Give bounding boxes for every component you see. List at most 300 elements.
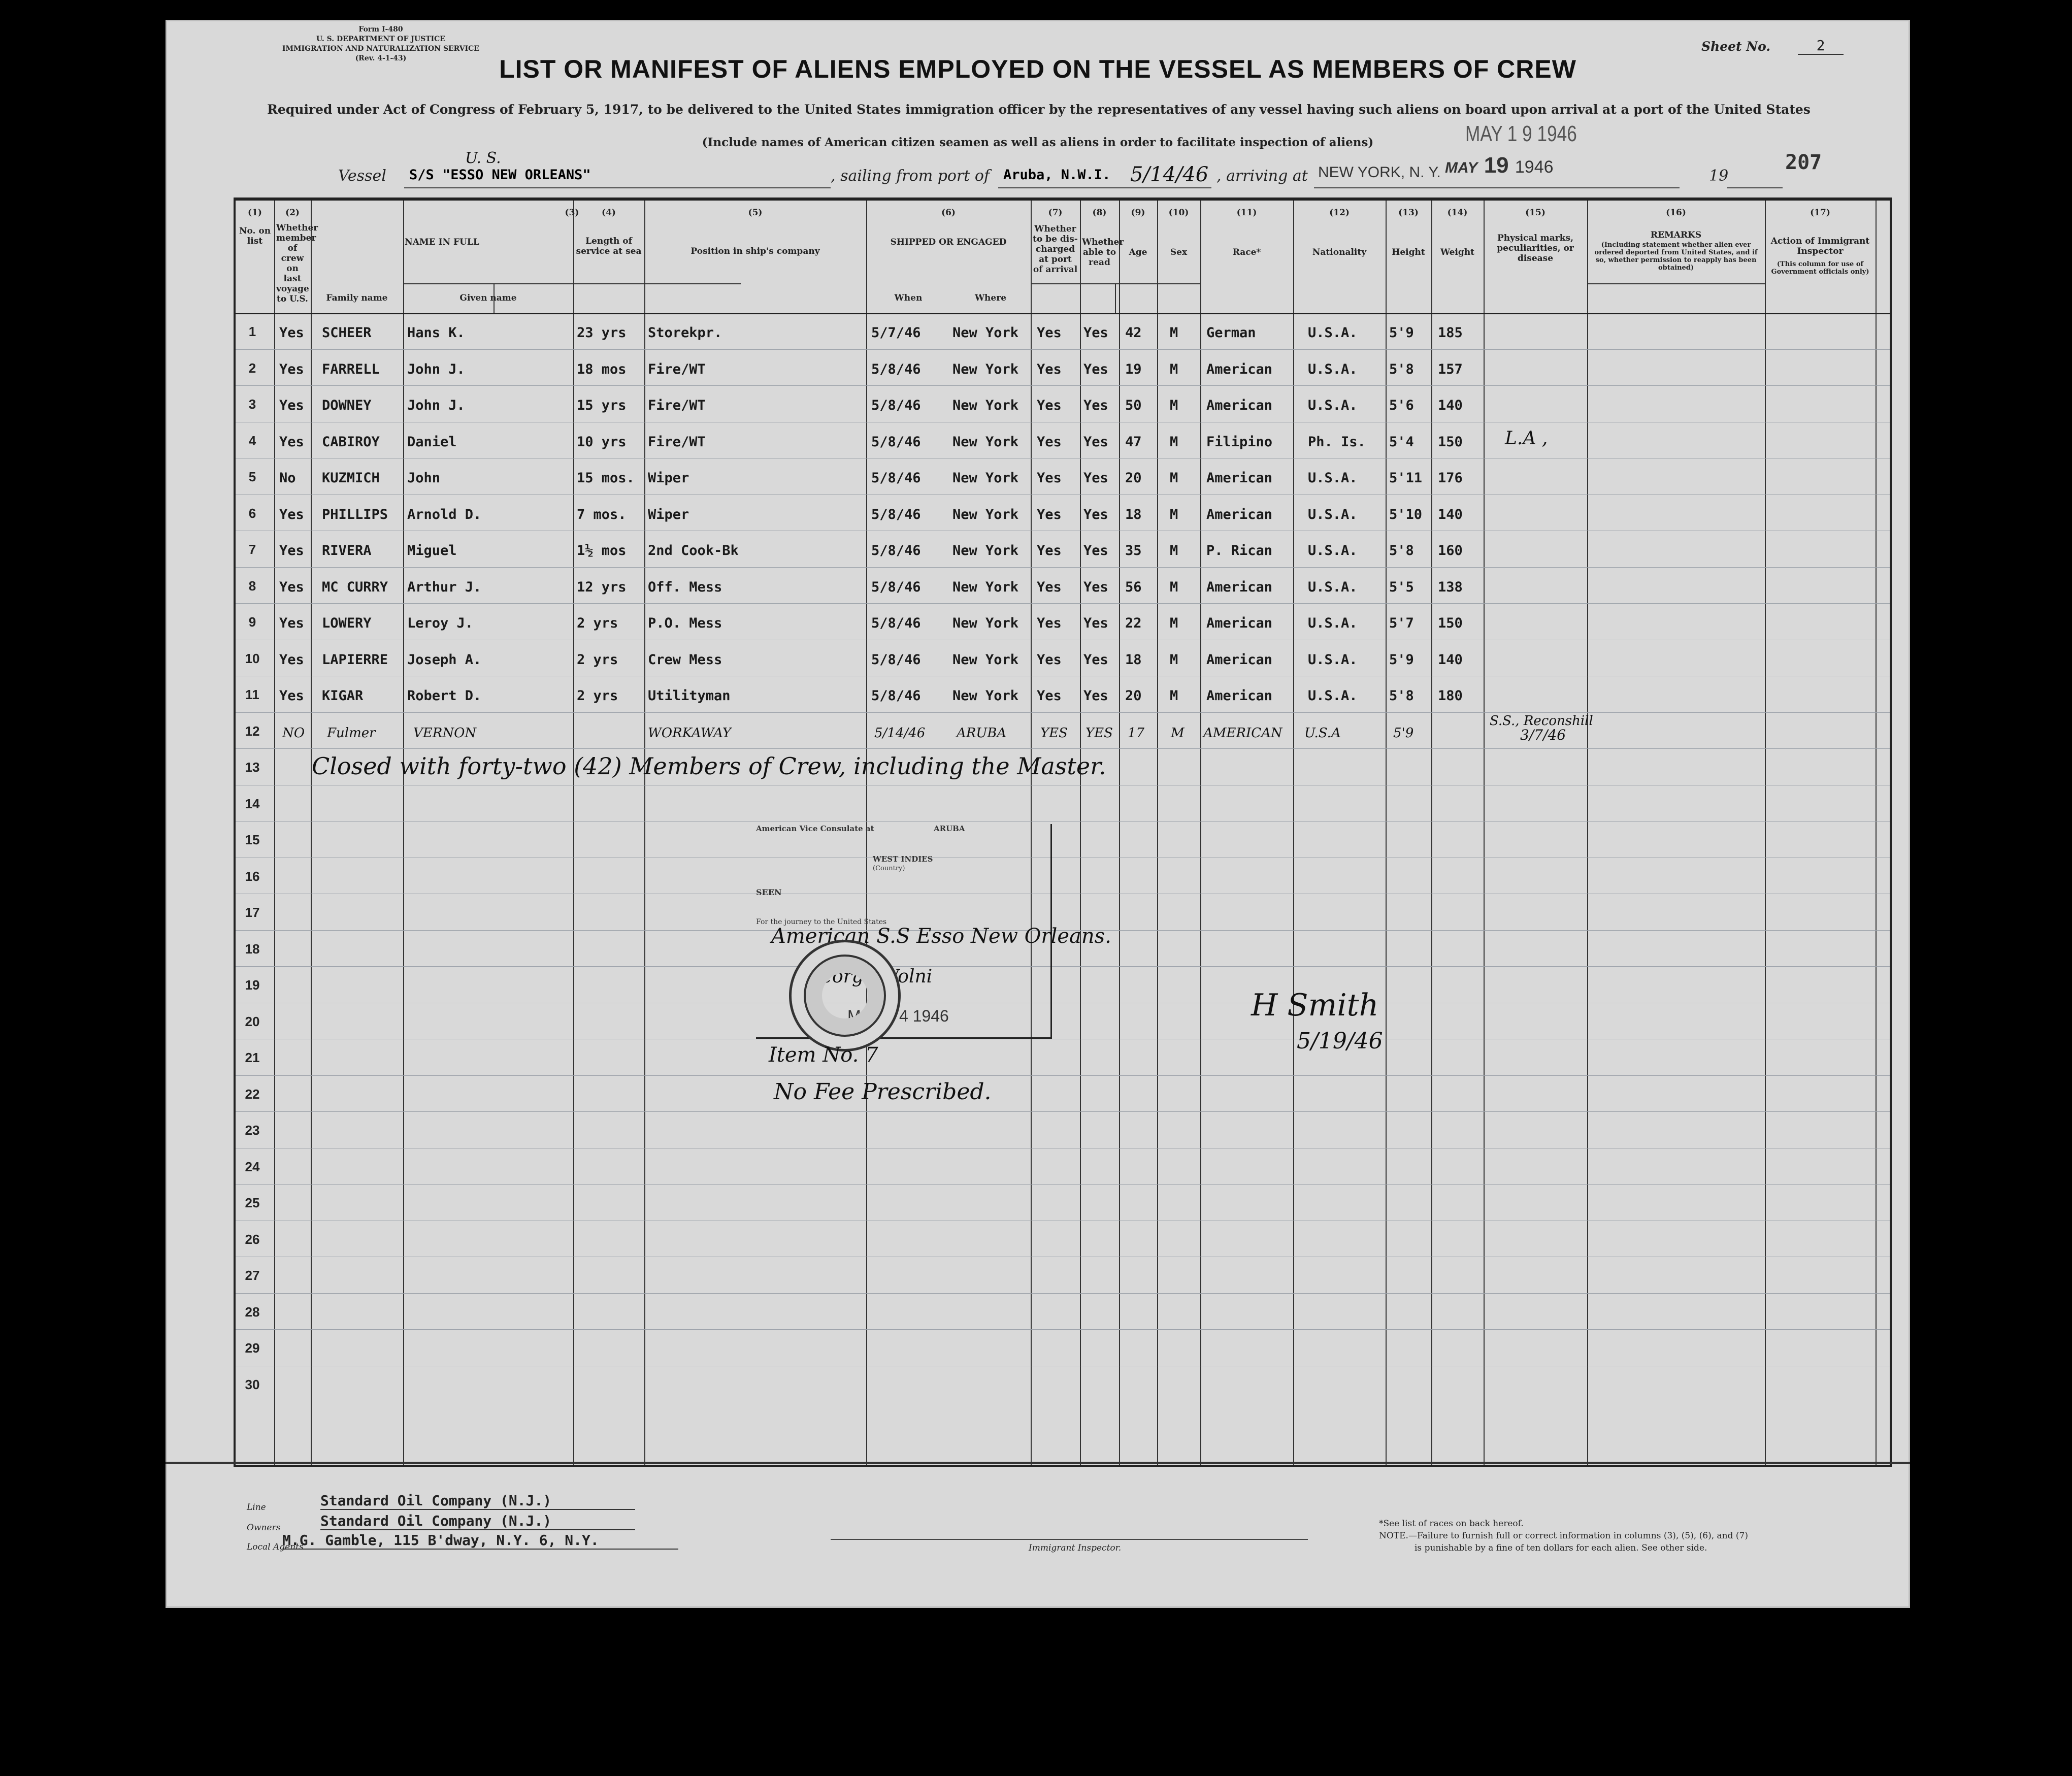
row-number: 22	[245, 1086, 260, 1102]
row-read: Yes	[1083, 579, 1108, 595]
row-discharged: Yes	[1037, 398, 1062, 413]
row-weight: 140	[1438, 506, 1463, 522]
row-age: 18	[1125, 506, 1142, 522]
form-service: IMMIGRATION AND NATURALIZATION SERVICE	[282, 45, 479, 53]
row-nationality: U.S.A.	[1308, 688, 1358, 704]
row-position: P.O. Mess	[648, 615, 722, 631]
row-line	[236, 966, 1890, 967]
row-where: New York	[952, 470, 1019, 486]
row-given-name: Leroy J.	[407, 615, 474, 631]
header-age: Age	[1129, 247, 1147, 257]
crew-table	[234, 198, 1892, 1467]
column-number: (10)	[1168, 208, 1189, 218]
page-number: 207	[1785, 151, 1822, 174]
col-divider	[1080, 201, 1081, 1465]
arriving-underline	[1314, 187, 1680, 188]
header-family-name: Family name	[326, 293, 388, 303]
row12-age: 17	[1128, 725, 1145, 741]
row-nationality: U.S.A.	[1308, 651, 1358, 668]
row-height: 5'8	[1389, 688, 1414, 704]
row-service: 10 yrs	[577, 434, 627, 450]
row-given-name: John J.	[407, 398, 465, 413]
row-given-name: John J.	[407, 361, 465, 377]
row-prev-voyage: Yes	[279, 651, 304, 668]
row-where: New York	[952, 543, 1019, 558]
row-number: 3	[248, 397, 256, 412]
row-discharged: Yes	[1037, 470, 1062, 486]
row-prev-voyage: Yes	[279, 688, 304, 704]
footer-agents-value: M.G. Gamble, 115 B'dway, N.Y. 6, N.Y.	[282, 1532, 678, 1550]
row-height: 5'4	[1389, 434, 1414, 450]
row-number: 30	[245, 1376, 260, 1392]
row-read: Yes	[1083, 688, 1108, 704]
consulate-seal	[789, 940, 901, 1051]
row-read: Yes	[1083, 470, 1108, 486]
row-number: 11	[245, 687, 259, 702]
row-line	[236, 1075, 1890, 1076]
year-label: 19	[1709, 167, 1729, 185]
header-prev-voyage: Whether member of crew on last voyage to U.S.	[276, 223, 318, 304]
row-height: 5'6	[1389, 398, 1414, 413]
row-family-name: KIGAR	[322, 688, 364, 704]
row-given-name: Arnold D.	[407, 506, 482, 522]
remarks-subheader-line	[1587, 283, 1765, 284]
row-number: 21	[245, 1050, 260, 1065]
row-weight: 150	[1438, 615, 1463, 631]
row-height: 5'8	[1389, 361, 1414, 377]
col-divider	[1587, 201, 1588, 1465]
footer-divider	[166, 1462, 1910, 1464]
row-family-name: LAPIERRE	[322, 651, 388, 668]
row-number: 18	[245, 941, 260, 957]
row-prev-voyage: Yes	[279, 543, 304, 558]
row-race: German	[1206, 325, 1256, 341]
row-when: 5/7/46	[871, 325, 921, 341]
row12-height: 5'9	[1393, 725, 1414, 741]
row-age: 56	[1125, 579, 1142, 595]
sheet-number-value: 2	[1798, 37, 1844, 55]
col-divider	[1157, 201, 1158, 1465]
vessel-label: Vessel	[338, 167, 386, 185]
row-number: 20	[245, 1013, 260, 1029]
row-number: 23	[245, 1123, 260, 1138]
row-nationality: U.S.A.	[1308, 615, 1358, 631]
row-read: Yes	[1083, 615, 1108, 631]
sailing-label: , sailing from port of	[831, 167, 990, 185]
header-weight: Weight	[1440, 247, 1475, 257]
row-line	[236, 712, 1890, 713]
header-position: Position in ship's company	[690, 246, 820, 256]
row-line	[236, 1184, 1890, 1185]
row-sex: M	[1170, 579, 1178, 595]
row-discharged: Yes	[1037, 506, 1062, 522]
header-bottom-line	[236, 313, 1890, 314]
row-family-name: RIVERA	[322, 543, 372, 558]
form-revision: (Rev. 4-1-43)	[355, 54, 407, 62]
row-number: 5	[248, 469, 256, 484]
row-line	[236, 1111, 1890, 1112]
row-nationality: Ph. Is.	[1308, 434, 1366, 450]
row12-nationality: U.S.A	[1304, 725, 1341, 741]
consul-place: ARUBA	[934, 824, 965, 833]
row-prev-voyage: Yes	[279, 398, 304, 413]
header-shipped-engaged: SHIPPED OR ENGAGED	[890, 237, 1007, 247]
row-number: 26	[245, 1231, 260, 1247]
row-when: 5/8/46	[871, 506, 921, 522]
row-discharged: Yes	[1037, 434, 1062, 450]
row-number: 1	[248, 324, 256, 339]
row-position: Wiper	[648, 506, 689, 522]
row-line	[236, 349, 1890, 350]
row-race: American	[1206, 651, 1273, 668]
manifest-sheet	[166, 20, 1910, 1608]
row-number: 19	[245, 977, 260, 993]
row-read: Yes	[1083, 325, 1108, 341]
row-sex: M	[1170, 398, 1178, 413]
page-subtitle-note: (Include names of American citizen seamen as well as aliens in order to facilitate inspection of aliens)	[702, 136, 1374, 149]
row-number: 4	[248, 433, 256, 448]
header-remarks: REMARKS	[1650, 230, 1702, 240]
row-number: 14	[245, 796, 260, 811]
column-number: (16)	[1666, 208, 1686, 218]
row-number: 25	[245, 1195, 260, 1210]
consul-journey: For the journey to the United States	[756, 918, 887, 926]
row-where: New York	[952, 651, 1019, 668]
row-number: 15	[245, 832, 260, 847]
row-family-name: DOWNEY	[322, 398, 372, 413]
row-given-name: John	[407, 470, 441, 486]
row-weight: 180	[1438, 688, 1463, 704]
row-weight: 140	[1438, 651, 1463, 668]
row-family-name: LOWERY	[322, 615, 372, 631]
row-given-name: Miguel	[407, 543, 457, 558]
row12-sex: M	[1171, 725, 1185, 741]
row-family-name: CABIROY	[322, 434, 380, 450]
row-height: 5'5	[1389, 579, 1414, 595]
row-race: American	[1206, 361, 1273, 377]
row-race: American	[1206, 579, 1273, 595]
form-department: U. S. DEPARTMENT OF JUSTICE	[316, 35, 445, 43]
column-number: (13)	[1398, 208, 1419, 218]
row-family-name: MC CURRY	[322, 579, 388, 595]
row-sex: M	[1170, 434, 1178, 450]
header-remarks-note: (Including statement whether alien ever ordered deported from United States, and if so, whether permission to reapply has been obtained)	[1594, 241, 1758, 272]
row4-physical-marks: L.A ,	[1505, 427, 1548, 449]
column-number: (4)	[602, 208, 616, 218]
row-family-name: PHILLIPS	[322, 506, 388, 522]
year-underline	[1727, 187, 1783, 188]
row-height: 5'9	[1389, 325, 1414, 341]
column-number: (17)	[1810, 208, 1830, 218]
row-line	[236, 385, 1890, 386]
row-where: New York	[952, 398, 1019, 413]
consul-country-label: (Country)	[873, 865, 905, 872]
vessel-underline	[404, 187, 831, 188]
consul-signature: George Wolni	[807, 966, 933, 987]
header-sex: Sex	[1170, 247, 1188, 257]
row-discharged: Yes	[1037, 651, 1062, 668]
row-age: 22	[1125, 615, 1142, 631]
row-when: 5/8/46	[871, 470, 921, 486]
row-prev-voyage: Yes	[279, 615, 304, 631]
row-line	[236, 567, 1890, 568]
row-given-name: Joseph A.	[407, 651, 482, 668]
column-number: (2)	[285, 208, 300, 218]
row-prev-voyage: No	[279, 470, 296, 486]
row-age: 42	[1125, 325, 1142, 341]
row-service: 7 mos.	[577, 506, 627, 522]
col-divider	[573, 201, 574, 1465]
footer-owners-value: Standard Oil Company (N.J.)	[320, 1512, 635, 1530]
row-given-name: Arthur J.	[407, 579, 482, 595]
col-divider	[1200, 201, 1201, 1465]
row-race: American	[1206, 506, 1273, 522]
row-position: Fire/WT	[648, 434, 706, 450]
row-discharged: Yes	[1037, 543, 1062, 558]
row-prev-voyage: Yes	[279, 434, 304, 450]
header-height: Height	[1392, 247, 1425, 257]
arrival-stamp-day: 19	[1484, 153, 1509, 178]
consul-line1: American Vice Consulate at	[756, 824, 874, 833]
row-service: 15 mos.	[577, 470, 635, 486]
row-service: 18 mos	[577, 361, 627, 377]
row-family-name: KUZMICH	[322, 470, 380, 486]
row-number: 6	[248, 505, 256, 521]
row12-family: Fulmer	[327, 725, 376, 741]
column-number: (1)	[248, 208, 262, 218]
row-age: 47	[1125, 434, 1142, 450]
row-service: 1½ mos	[577, 543, 627, 558]
row-number: 13	[245, 760, 260, 775]
row-when: 5/8/46	[871, 688, 921, 704]
row-read: Yes	[1083, 434, 1108, 450]
row-age: 20	[1125, 470, 1142, 486]
page-subtitle: Required under Act of Congress of February 5, 1917, to be delivered to the United States immigration officer by the representatives of any vessel having such aliens on board upon arrival at a port of the United States	[267, 102, 1811, 117]
row-nationality: U.S.A.	[1308, 579, 1358, 595]
row-nationality: U.S.A.	[1308, 361, 1358, 377]
row-given-name: Hans K.	[407, 325, 465, 341]
row-position: Storekpr.	[648, 325, 722, 341]
col-divider	[1119, 201, 1120, 1465]
row-read: Yes	[1083, 651, 1108, 668]
row-service: 12 yrs	[577, 579, 627, 595]
row-service: 23 yrs	[577, 325, 627, 341]
row-read: Yes	[1083, 506, 1108, 522]
header-inspector-note: (This column for use of Government officials only)	[1771, 260, 1869, 276]
consul-country: WEST INDIES	[873, 854, 933, 864]
row-where: New York	[952, 579, 1019, 595]
row-when: 5/8/46	[871, 579, 921, 595]
header-inspector-action: Action of Immigrant Inspector	[1770, 236, 1870, 256]
row-nationality: U.S.A.	[1308, 325, 1358, 341]
row-number: 27	[245, 1268, 260, 1283]
row-sex: M	[1170, 615, 1178, 631]
row-weight: 150	[1438, 434, 1463, 450]
header-discharged: Whether to be dis-charged at port of arrival	[1033, 224, 1078, 275]
row-when: 5/8/46	[871, 434, 921, 450]
consul-vessel-handwritten: American S.S Esso New Orleans.	[771, 925, 1111, 948]
row-position: Fire/WT	[648, 398, 706, 413]
row12-given: VERNON	[413, 725, 477, 741]
page-title: LIST OR MANIFEST OF ALIENS EMPLOYED ON THE VESSEL AS MEMBERS OF CREW	[499, 55, 1576, 83]
column-number: (8)	[1092, 208, 1107, 218]
row-nationality: U.S.A.	[1308, 543, 1358, 558]
row-height: 5'8	[1389, 543, 1414, 558]
footer-note-races: *See list of races on back hereof.	[1379, 1519, 1524, 1529]
header-shipped-when: When	[894, 293, 923, 303]
row-number: 24	[245, 1159, 260, 1174]
col-divider	[1484, 201, 1485, 1465]
inspector-signature-date: 5/19/46	[1297, 1028, 1383, 1054]
row-when: 5/8/46	[871, 651, 921, 668]
row-position: Wiper	[648, 470, 689, 486]
row-read: Yes	[1083, 543, 1108, 558]
row12-prev: NO	[282, 725, 305, 741]
col-divider	[1431, 201, 1432, 1465]
row-number: 2	[248, 360, 256, 376]
row-where: New York	[952, 325, 1019, 341]
row-line	[236, 603, 1890, 604]
shipped-subheader-divider	[1115, 283, 1116, 313]
row-sex: M	[1170, 361, 1178, 377]
row-age: 20	[1125, 688, 1142, 704]
col-divider	[311, 201, 312, 1465]
row-nationality: U.S.A.	[1308, 506, 1358, 522]
header-physical-marks: Physical marks, peculiarities, or disease	[1497, 233, 1574, 264]
col-divider	[1386, 201, 1387, 1465]
row-race: American	[1206, 470, 1273, 486]
row-sex: M	[1170, 506, 1178, 522]
row-family-name: FARRELL	[322, 361, 380, 377]
row-family-name: SCHEER	[322, 325, 372, 341]
col-divider	[274, 201, 275, 1465]
row-race: American	[1206, 688, 1273, 704]
row-where: New York	[952, 688, 1019, 704]
row-number: 10	[245, 650, 260, 666]
header-service-length: Length of service at sea	[576, 236, 642, 256]
row-read: Yes	[1083, 398, 1108, 413]
row-given-name: Daniel	[407, 434, 457, 450]
row-race: Filipino	[1206, 434, 1273, 450]
row-race: P. Rican	[1206, 543, 1273, 558]
row-position: Off. Mess	[648, 579, 722, 595]
column-number: (7)	[1048, 208, 1063, 218]
row-where: New York	[952, 434, 1019, 450]
row-number: 8	[248, 578, 256, 594]
row-nationality: U.S.A.	[1308, 398, 1358, 413]
row12-discharged: YES	[1040, 725, 1068, 741]
form-number: Form I-480	[358, 25, 403, 34]
row-position: Fire/WT	[648, 361, 706, 377]
sailing-port: Aruba, N.W.I.	[1003, 167, 1111, 183]
consul-seen: SEEN	[756, 887, 782, 897]
received-date-stamp: MAY 1 9 1946	[1465, 121, 1577, 146]
column-number: (3)	[565, 208, 579, 218]
inspector-signature: H Smith	[1251, 988, 1379, 1023]
row-discharged: Yes	[1037, 688, 1062, 704]
row-prev-voyage: Yes	[279, 506, 304, 522]
row-read: Yes	[1083, 361, 1108, 377]
row-number: 17	[245, 905, 260, 920]
footer-agents-label: Local Agents	[247, 1542, 304, 1552]
row12-when: 5/14/46	[874, 725, 926, 741]
row12-physical-marks: S.S., Reconshill	[1490, 713, 1593, 729]
arrival-stamp-year: 1946	[1515, 157, 1554, 177]
column-number: (12)	[1329, 208, 1350, 218]
closing-note: Closed with forty-two (42) Members of Crew, including the Master.	[312, 752, 1106, 780]
row-nationality: U.S.A.	[1308, 470, 1358, 486]
row-race: American	[1206, 398, 1273, 413]
column-number: (9)	[1131, 208, 1145, 218]
row-weight: 157	[1438, 361, 1463, 377]
row-age: 19	[1125, 361, 1142, 377]
col-divider	[1876, 201, 1877, 1465]
row-number: 12	[245, 723, 260, 739]
row-weight: 160	[1438, 543, 1463, 558]
header-name-in-full: NAME IN FULL	[405, 237, 479, 247]
col-divider	[1765, 201, 1766, 1465]
row-sex: M	[1170, 325, 1178, 341]
vessel-name: S/S "ESSO NEW ORLEANS"	[409, 167, 591, 183]
sailing-date: 5/14/46	[1130, 163, 1209, 186]
arrival-date-stamp	[1445, 153, 1554, 178]
row-position: 2nd Cook-Bk	[648, 543, 739, 558]
item-number: Item No. 7	[769, 1043, 878, 1067]
consul-date: MAY 1 4 1946	[847, 1007, 949, 1025]
row-line	[236, 748, 1890, 749]
row-prev-voyage: Yes	[279, 361, 304, 377]
row-position: Utilityman	[648, 688, 731, 704]
fee-note: No Fee Prescribed.	[774, 1079, 992, 1105]
footer-owners-label: Owners	[247, 1523, 281, 1533]
footer-note-fine: NOTE.—Failure to furnish full or correct information in columns (3), (5), (6), and (7)	[1379, 1531, 1748, 1541]
row-service: 15 yrs	[577, 398, 627, 413]
row-prev-voyage: Yes	[279, 325, 304, 341]
row-where: New York	[952, 361, 1019, 377]
column-number: (6)	[941, 208, 956, 218]
row-height: 5'7	[1389, 615, 1414, 631]
row-age: 50	[1125, 398, 1142, 413]
row-service: 2 yrs	[577, 651, 618, 668]
row-prev-voyage: Yes	[279, 579, 304, 595]
header-race: Race*	[1232, 247, 1261, 257]
header-no-on-list: No. on list	[239, 226, 271, 246]
footer-line-label: Line	[247, 1502, 266, 1512]
row-discharged: Yes	[1037, 615, 1062, 631]
row-when: 5/8/46	[871, 615, 921, 631]
row-service: 2 yrs	[577, 615, 618, 631]
row-where: New York	[952, 615, 1019, 631]
row-sex: M	[1170, 543, 1178, 558]
flag-mark: U. S.	[465, 149, 501, 167]
row-number: 9	[248, 614, 256, 630]
row-weight: 138	[1438, 579, 1463, 595]
arrival-stamp-month: MAY	[1445, 159, 1478, 176]
row-when: 5/8/46	[871, 543, 921, 558]
row12-position: WORKAWAY	[648, 725, 732, 741]
row12-read: YES	[1086, 725, 1113, 741]
col-divider	[644, 201, 645, 1465]
footer-line-value: Standard Oil Company (N.J.)	[320, 1492, 635, 1510]
arriving-label: , arriving at	[1216, 167, 1308, 185]
row-discharged: Yes	[1037, 325, 1062, 341]
column-number: (14)	[1447, 208, 1468, 218]
row-line	[236, 1329, 1890, 1330]
row-discharged: Yes	[1037, 579, 1062, 595]
footer-note-fine-cont: is punishable by a fine of ten dollars for each alien. See other side.	[1415, 1543, 1707, 1553]
col-divider	[1293, 201, 1294, 1465]
row-service: 2 yrs	[577, 688, 618, 704]
